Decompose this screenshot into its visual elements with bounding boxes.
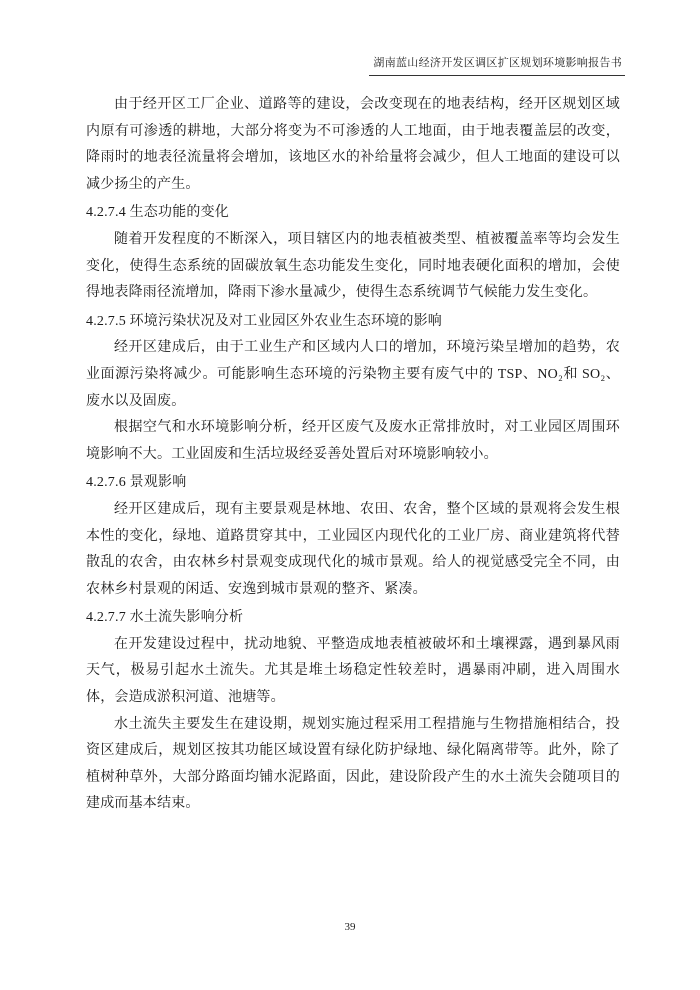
paragraph-soil-erosion-measures: 水土流失主要发生在建设期，规划实施过程采用工程措施与生物措施相结合，投资区建成后，规划区按其功能区域设置有绿化防护绿地、绿化隔离带等。此外，除了植树种草外，大部分路面均铺水泥路面，因此，建设阶段产生的水土流失会随项目的建成而基本结束。 bbox=[86, 716, 620, 812]
paragraph-air-water-analysis: 根据空气和水环境影响分析，经开区废气及废水正常排放时，对工业园区周围环境影响不大。工业固废和生活垃圾经妥善处置后对环境影响较小。 bbox=[86, 420, 620, 462]
page-header bbox=[85, 56, 625, 76]
header-title: 湖南蓝山经济开发区调区扩区规划环境影响报告书 bbox=[369, 56, 625, 76]
page-number: 39 bbox=[344, 921, 356, 933]
heading-4-2-7-7: 4.2.7.7 水土流失影响分析 bbox=[86, 610, 244, 626]
paragraph-surface-structure: 由于经开区工厂企业、道路等的建设，会改变现在的地表结构，经开区规划区域内原有可渗透的耕地，大部分将变为不可渗透的人工地面，由于地表覆盖层的改变，降雨时的地表径流量将会增加，该地区水的补给量将会减少，但人工地面的建设可以减少扬尘的产生。 bbox=[86, 97, 620, 192]
paragraph-landscape-impact: 经开区建成后，现有主要景观是林地、农田、农舍，整个区域的景观将会发生根本性的变化，绿地、道路贯穿其中，工业园区内现代化的工业厂房、商业建筑将代替散乱的农舍，由农林乡村景观变成现代化的城市景观。给人的视觉感受完全不同，由农林乡村景观的闲适、安逸到城市景观的整齐、紧凑。 bbox=[86, 501, 620, 597]
heading-4-2-7-6: 4.2.7.6 景观影响 bbox=[86, 475, 187, 491]
paragraph-pollution-status: 经开区建成后，由于工业生产和区域内人口的增加，环境污染呈增加的趋势，农业面源污染将减少。可能影响生态环境的污染物主要有废气中的 TSP、NO₂和 SO₂、废水以及固废。 bbox=[86, 340, 620, 409]
document-body bbox=[86, 92, 620, 818]
paragraph-eco-function: 随着开发程度的不断深入，项目辖区内的地表植被类型、植被覆盖率等均会发生变化，使得生态系统的固碳放氧生态功能发生变化，同时地表硬化面积的增加，会使得地表降雨径流增加，降雨下渗水量减少，使得生态系统调节气候能力发生变化。 bbox=[86, 231, 620, 301]
heading-4-2-7-5: 4.2.7.5 环境污染状况及对工业园区外农业生态环境的影响 bbox=[86, 313, 442, 329]
heading-4-2-7-4: 4.2.7.4 生态功能的变化 bbox=[86, 205, 229, 221]
paragraph-soil-erosion-cause: 在开发建设过程中，扰动地貌、平整造成地表植被破坏和土壤裸露，遇到暴风雨天气，极易引起水土流失。尤其是堆土场稳定性较差时，遇暴雨冲刷，进入周围水体，会造成淤积河道、池塘等。 bbox=[86, 636, 620, 706]
page-footer bbox=[0, 921, 700, 933]
